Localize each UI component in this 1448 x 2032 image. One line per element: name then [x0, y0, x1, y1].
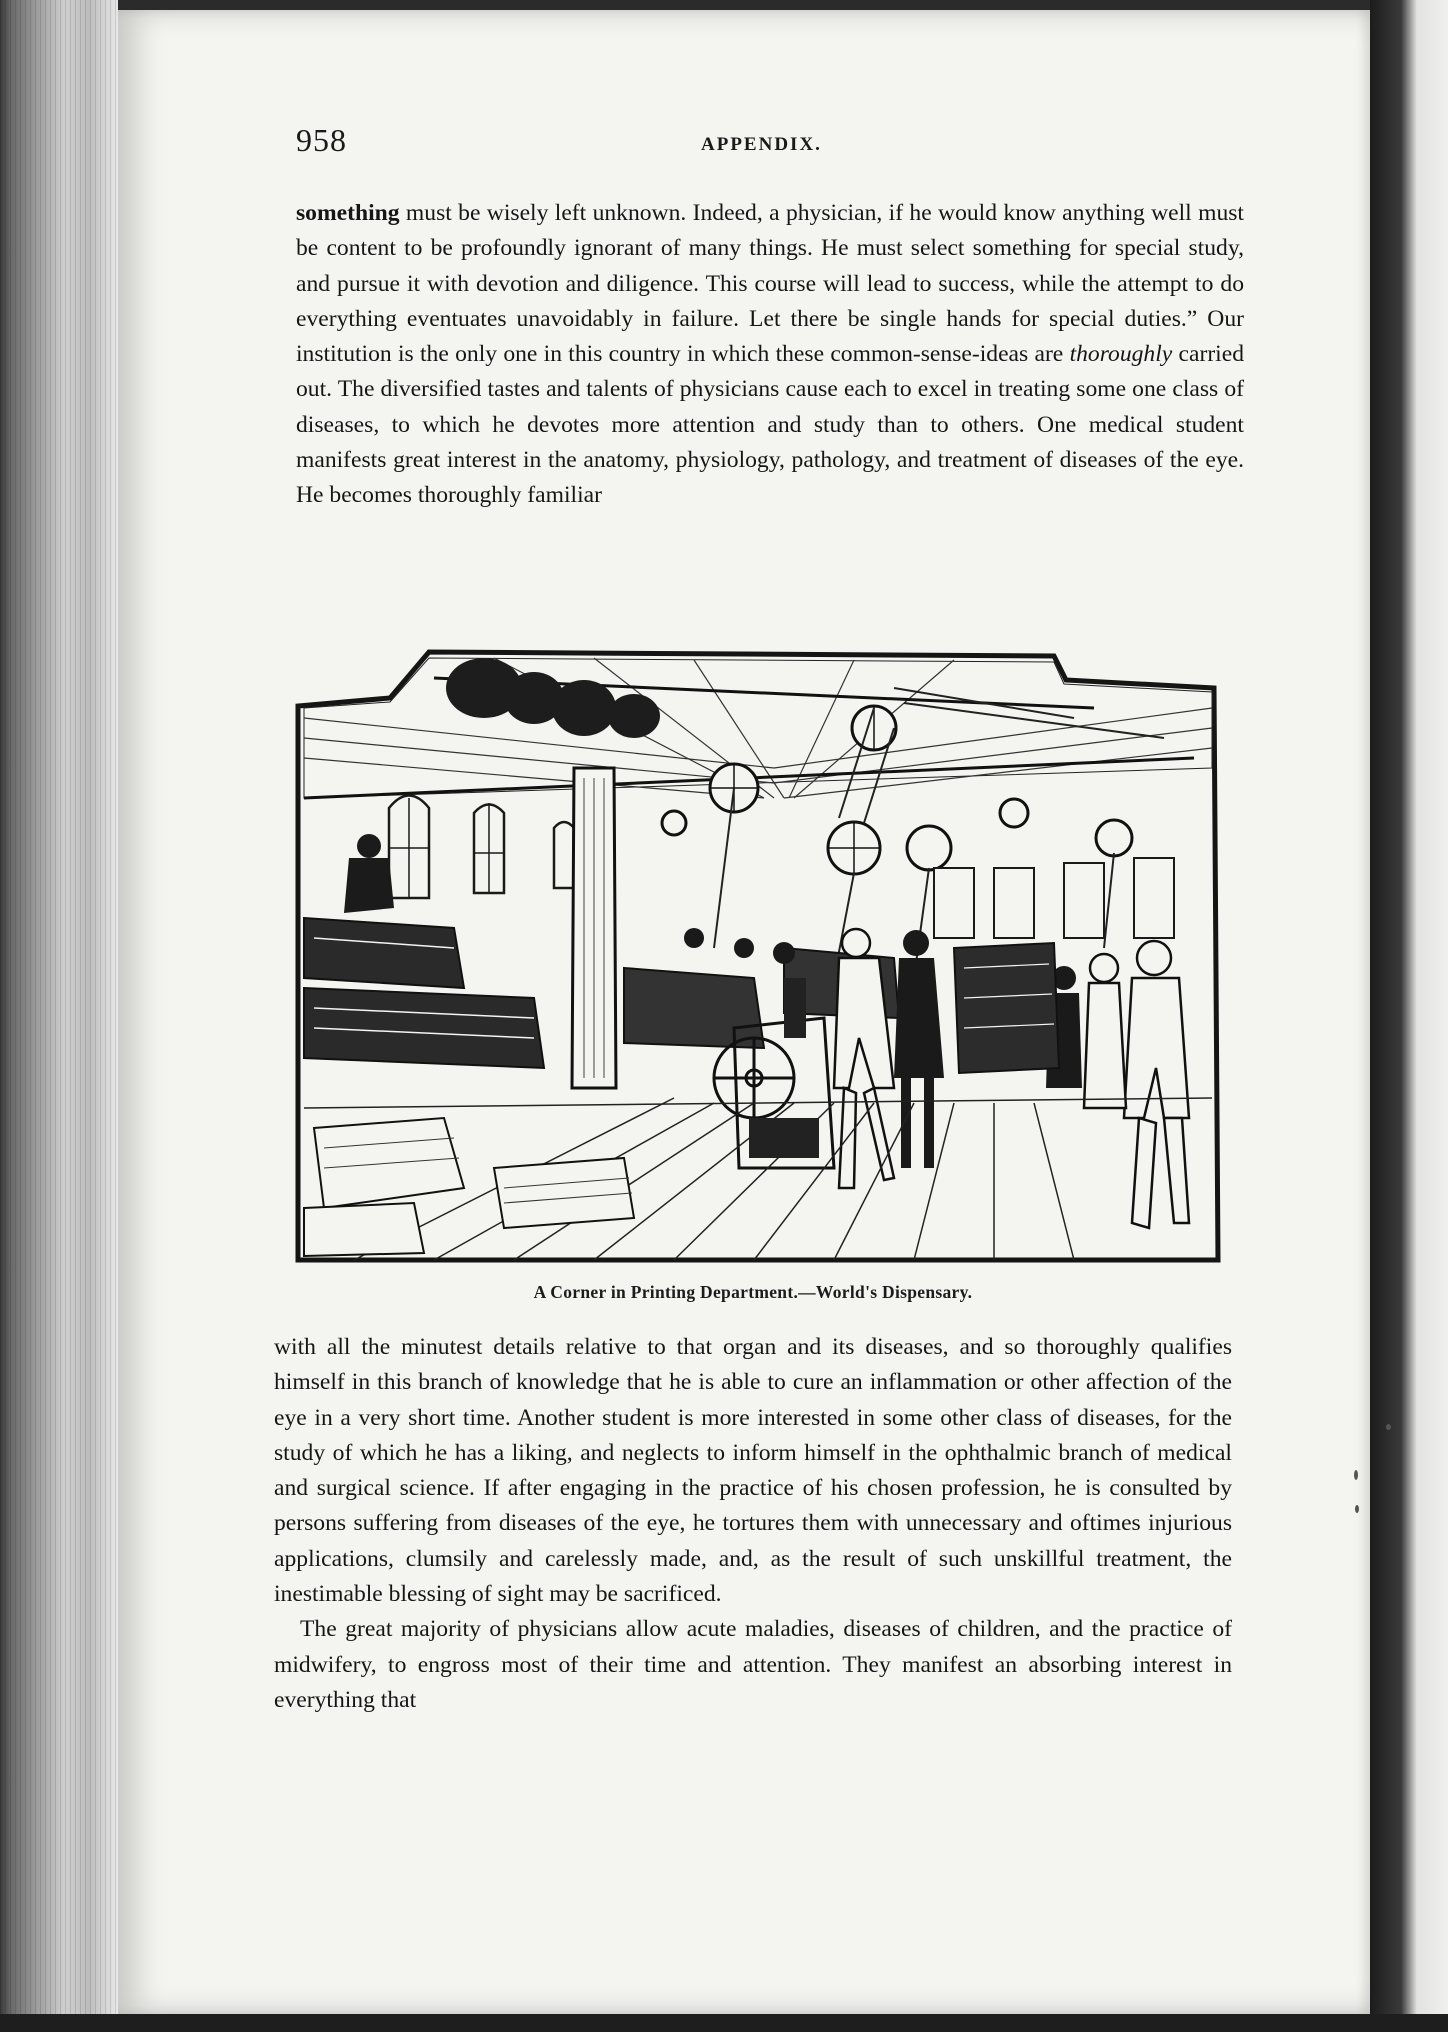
- page-edge-lines: [0, 0, 118, 2032]
- italic-word: thoroughly: [1069, 341, 1173, 368]
- running-head: APPENDIX.: [701, 134, 822, 155]
- text-before-italic: must be wisely left unknown. Indeed, a physician, if he would know anything well must be content to be profoundly ignorant of many things. He must select something for special study, and pursue it with devotion and diligence. This course will lead to success, while the attempt to do everything eventuates unavoidably in failure. Let there be single hands for special duties.” Our institution is the only one in this country in which these common-sense-ideas are: [296, 200, 1244, 368]
- paragraph-new: The great majority of physicians allow acute maladies, diseases of children, and the practice of midwifery, to engross most of their time and attention. They manifest an absorbing interest in everything that: [274, 1616, 1232, 1713]
- scan-speck: [1354, 1470, 1358, 1480]
- scanner-bottom-edge: [0, 2014, 1448, 2032]
- paragraph-continuation: with all the minutest details relative to that organ and its diseases, and so thoroughly qualifies himself in this branch of knowledge that he is able to cure an inflammation or other affection of the eye in a very short time. Another student is more interested in some other class of diseases, for the study of which he has a liking, and neglects to inform himself in the ophthalmic branch of medical and surgical science. If after engaging in the practice of his chosen profession, he is consulted by persons suffering from diseases of the eye, he tortures them with unnecessary and oftimes injurious applications, clumsily and carelessly made, and, as the result of such unskillful treatment, the inestimable blessing of sight may be sacrificed.: [274, 1334, 1232, 1608]
- text-after-italic: carried out. The diversified tastes and talents of physicians cause each to excel in treating some one class of diseases, to which he devotes more attention and study than to others. One medical student manifests great interest in the anatomy, physiology, pathology, and treatment of diseases of the eye. He becomes thoroughly familiar: [296, 341, 1244, 509]
- page-header: [296, 122, 1236, 166]
- lead-word: something: [296, 200, 400, 226]
- printing-department-illustration: [294, 648, 1228, 1266]
- bottom-text: [274, 1330, 1232, 1718]
- scan-speck: [1386, 1424, 1391, 1430]
- page-number: 958: [296, 122, 347, 158]
- facing-page-edge: [1370, 0, 1448, 2032]
- scan-speck: [1355, 1505, 1359, 1513]
- top-paragraph: [296, 196, 1244, 514]
- figure-caption: A Corner in Printing Department.—World's Dispensary.: [533, 1282, 973, 1302]
